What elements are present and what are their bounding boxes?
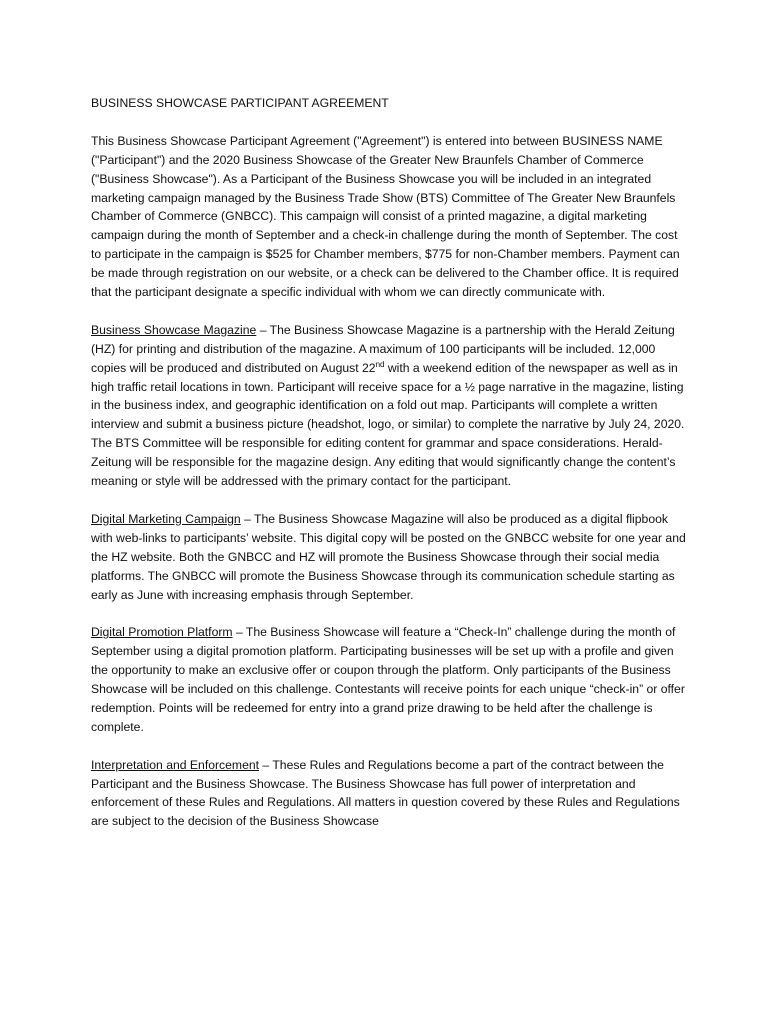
section-heading-interpretation: Interpretation and Enforcement [91,757,260,772]
section-text-magazine-part1: – The Business Showcase Magazine is a partnership with the Herald Zeitung (HZ) for printing and distribution of the magazine. A maximum of 100 participants will be included. 12,000 copies will be produced and distributed on August 22 [91,322,675,375]
document-title: BUSINESS SHOWCASE PARTICIPANT AGREEMENT [91,96,389,110]
section-interpretation [91,756,691,832]
section-digital-marketing [91,510,691,605]
section-text-interpretation: – These Rules and Regulations become a part of the contract between the Participant and the Business Showcase. The Business Showcase has full power of interpretation and enforcement of these Rules and Regulations. All matters in question covered by these Rules and Regulations are subject to the decision of the Business Showcase [91,757,680,829]
section-digital-promotion [91,623,691,736]
ordinal-suffix: nd [375,359,385,369]
section-text-digital-marketing: – The Business Showcase Magazine will also be produced as a digital flipbook with web-links to participants’ website. This digital copy will be posted on the GNBCC website for one year and the HZ website. Both the GNBCC and HZ will promote the Business Showcase through their social media platforms. The GNBCC will promote the Business Showcase through its communication schedule starting as early as June with increasing emphasis through September. [91,511,686,602]
section-magazine [91,321,691,491]
section-text-digital-promotion: – The Business Showcase will feature a “Check-In” challenge during the month of September using a digital promotion platform. Participating businesses will be set up with a profile and given the opportunity to make an exclusive offer or coupon through the platform. Only participants of the Business Showcase will be included on this challenge. Contestants will receive points for each unique “check-in” or offer redemption. Points will be redeemed for entry into a grand prize drawing to be held after the challenge is complete. [91,625,685,734]
section-text-magazine-part2: with a weekend edition of the newspaper as well as in high traffic retail locations in town. Participant will receive space for a ½ page narrative in the magazine, listing in the business index, and geographic identification on a fold out map. Participants will complete a written interview and submit a business picture (headshot, logo, or similar) to complete the narrative by July 24, 2020. The BTS Committee will be responsible for editing content for grammar and space considerations. Herald-Zeitung will be responsible for the magazine design. Any editing that would significantly change the content’s meaning or style will be addressed with the primary contact for the participant. [91,360,685,489]
intro-paragraph: This Business Showcase Participant Agreement ("Agreement") is entered into between BUSINESS NAME ("Participant") and the 2020 Business Showcase of the Greater New Braunfels Chamber of Commerce ("Business Showcase"). As a Participant of the Business Showcase you will be included in an integrated marketing campaign managed by the Business Trade Show (BTS) Committee of The Greater New Braunfels Chamber of Commerce (GNBCC). This campaign will consist of a printed magazine, a digital marketing campaign during the month of September and a check-in challenge during the month of September. The cost to participate in the campaign is $525 for Chamber members, $775 for non-Chamber members. Payment can be made through registration on our website, or a check can be delivered to the Chamber office. It is required that the participant designate a specific individual with whom we can directly communicate with. [91,133,680,300]
section-heading-digital-marketing: Digital Marketing Campaign [91,511,241,526]
section-heading-magazine: Business Showcase Magazine [91,322,257,337]
document-body [91,94,691,850]
section-heading-digital-promotion: Digital Promotion Platform [91,625,233,640]
